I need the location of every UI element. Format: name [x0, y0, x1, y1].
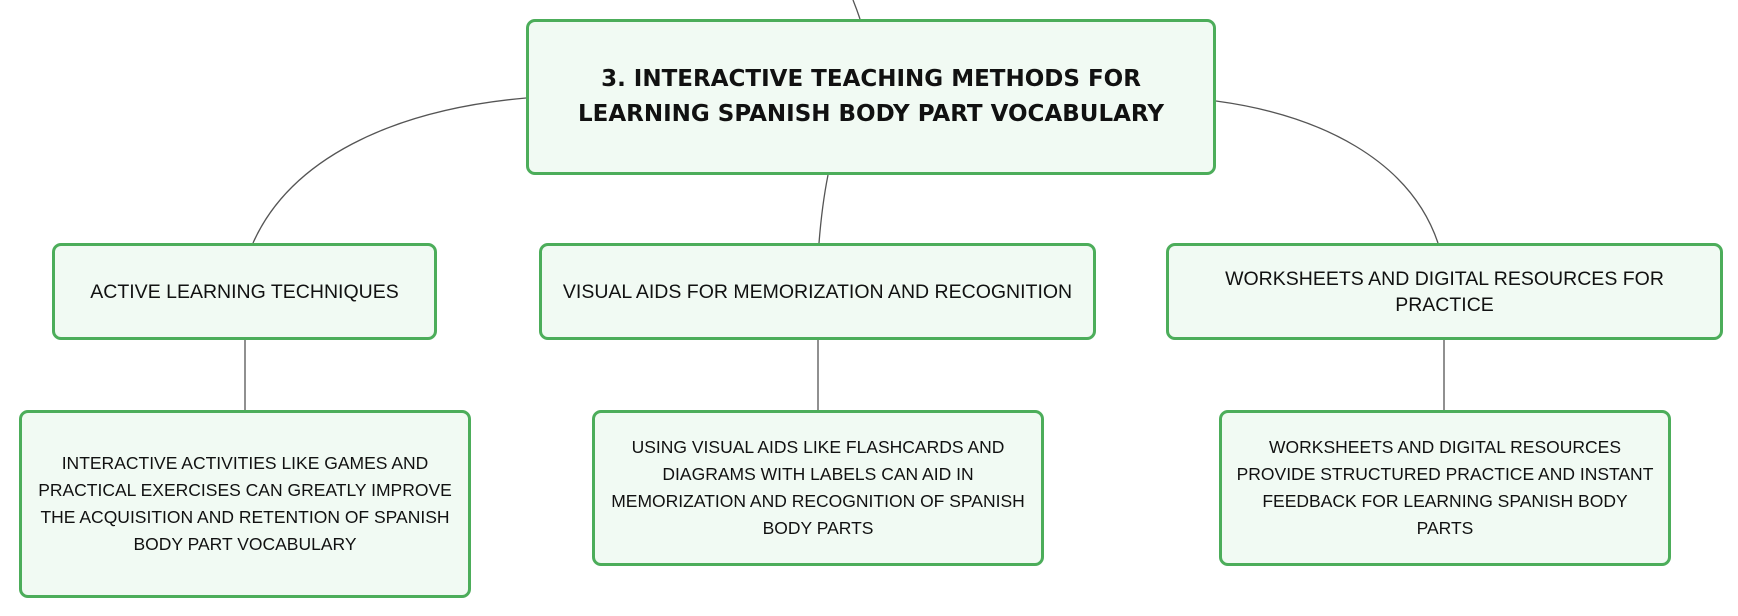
subtopic-text: WORKSHEETS AND DIGITAL RESOURCES PROVIDE STRUCTURED PRACTICE AND INSTANT FEEDBACK FOR LEARNING SPANISH BODY PARTS — [1236, 437, 1654, 538]
root-topic-text: 3. INTERACTIVE TEACHING METHODS FOR LEARNING SPANISH BODY PART VOCABULARY — [577, 66, 1165, 127]
topic-node-worksheets[interactable] — [1166, 243, 1723, 340]
subtopic-node-worksheets-detail[interactable] — [1219, 410, 1671, 566]
topic-label: WORKSHEETS AND DIGITAL RESOURCES FOR PRACTICE — [1225, 267, 1664, 316]
connector-root-to-branch-1 — [253, 98, 526, 243]
topic-node-active-learning[interactable] — [52, 243, 437, 340]
root-topic-node[interactable] — [526, 19, 1216, 175]
subtopic-text: INTERACTIVE ACTIVITIES LIKE GAMES AND PRACTICAL EXERCISES CAN GREATLY IMPROVE THE ACQUISITION AND RETENTION OF SPANISH BODY PART VOCABULARY — [38, 453, 452, 554]
topic-label: VISUAL AIDS FOR MEMORIZATION AND RECOGNITION — [562, 280, 1073, 303]
subtopic-text: USING VISUAL AIDS LIKE FLASHCARDS AND DIAGRAMS WITH LABELS CAN AID IN MEMORIZATION AND RECOGNITION OF SPANISH BODY PARTS — [611, 437, 1025, 538]
subtopic-node-active-learning-detail[interactable] — [19, 410, 471, 598]
subtopic-node-visual-aids-detail[interactable] — [592, 410, 1044, 566]
topic-node-visual-aids[interactable] — [539, 243, 1096, 340]
connector-root-to-branch-2 — [819, 175, 828, 243]
topic-label: ACTIVE LEARNING TECHNIQUES — [90, 280, 399, 303]
connector-parent-to-root — [853, 0, 860, 19]
connector-root-to-branch-3 — [1216, 101, 1438, 243]
